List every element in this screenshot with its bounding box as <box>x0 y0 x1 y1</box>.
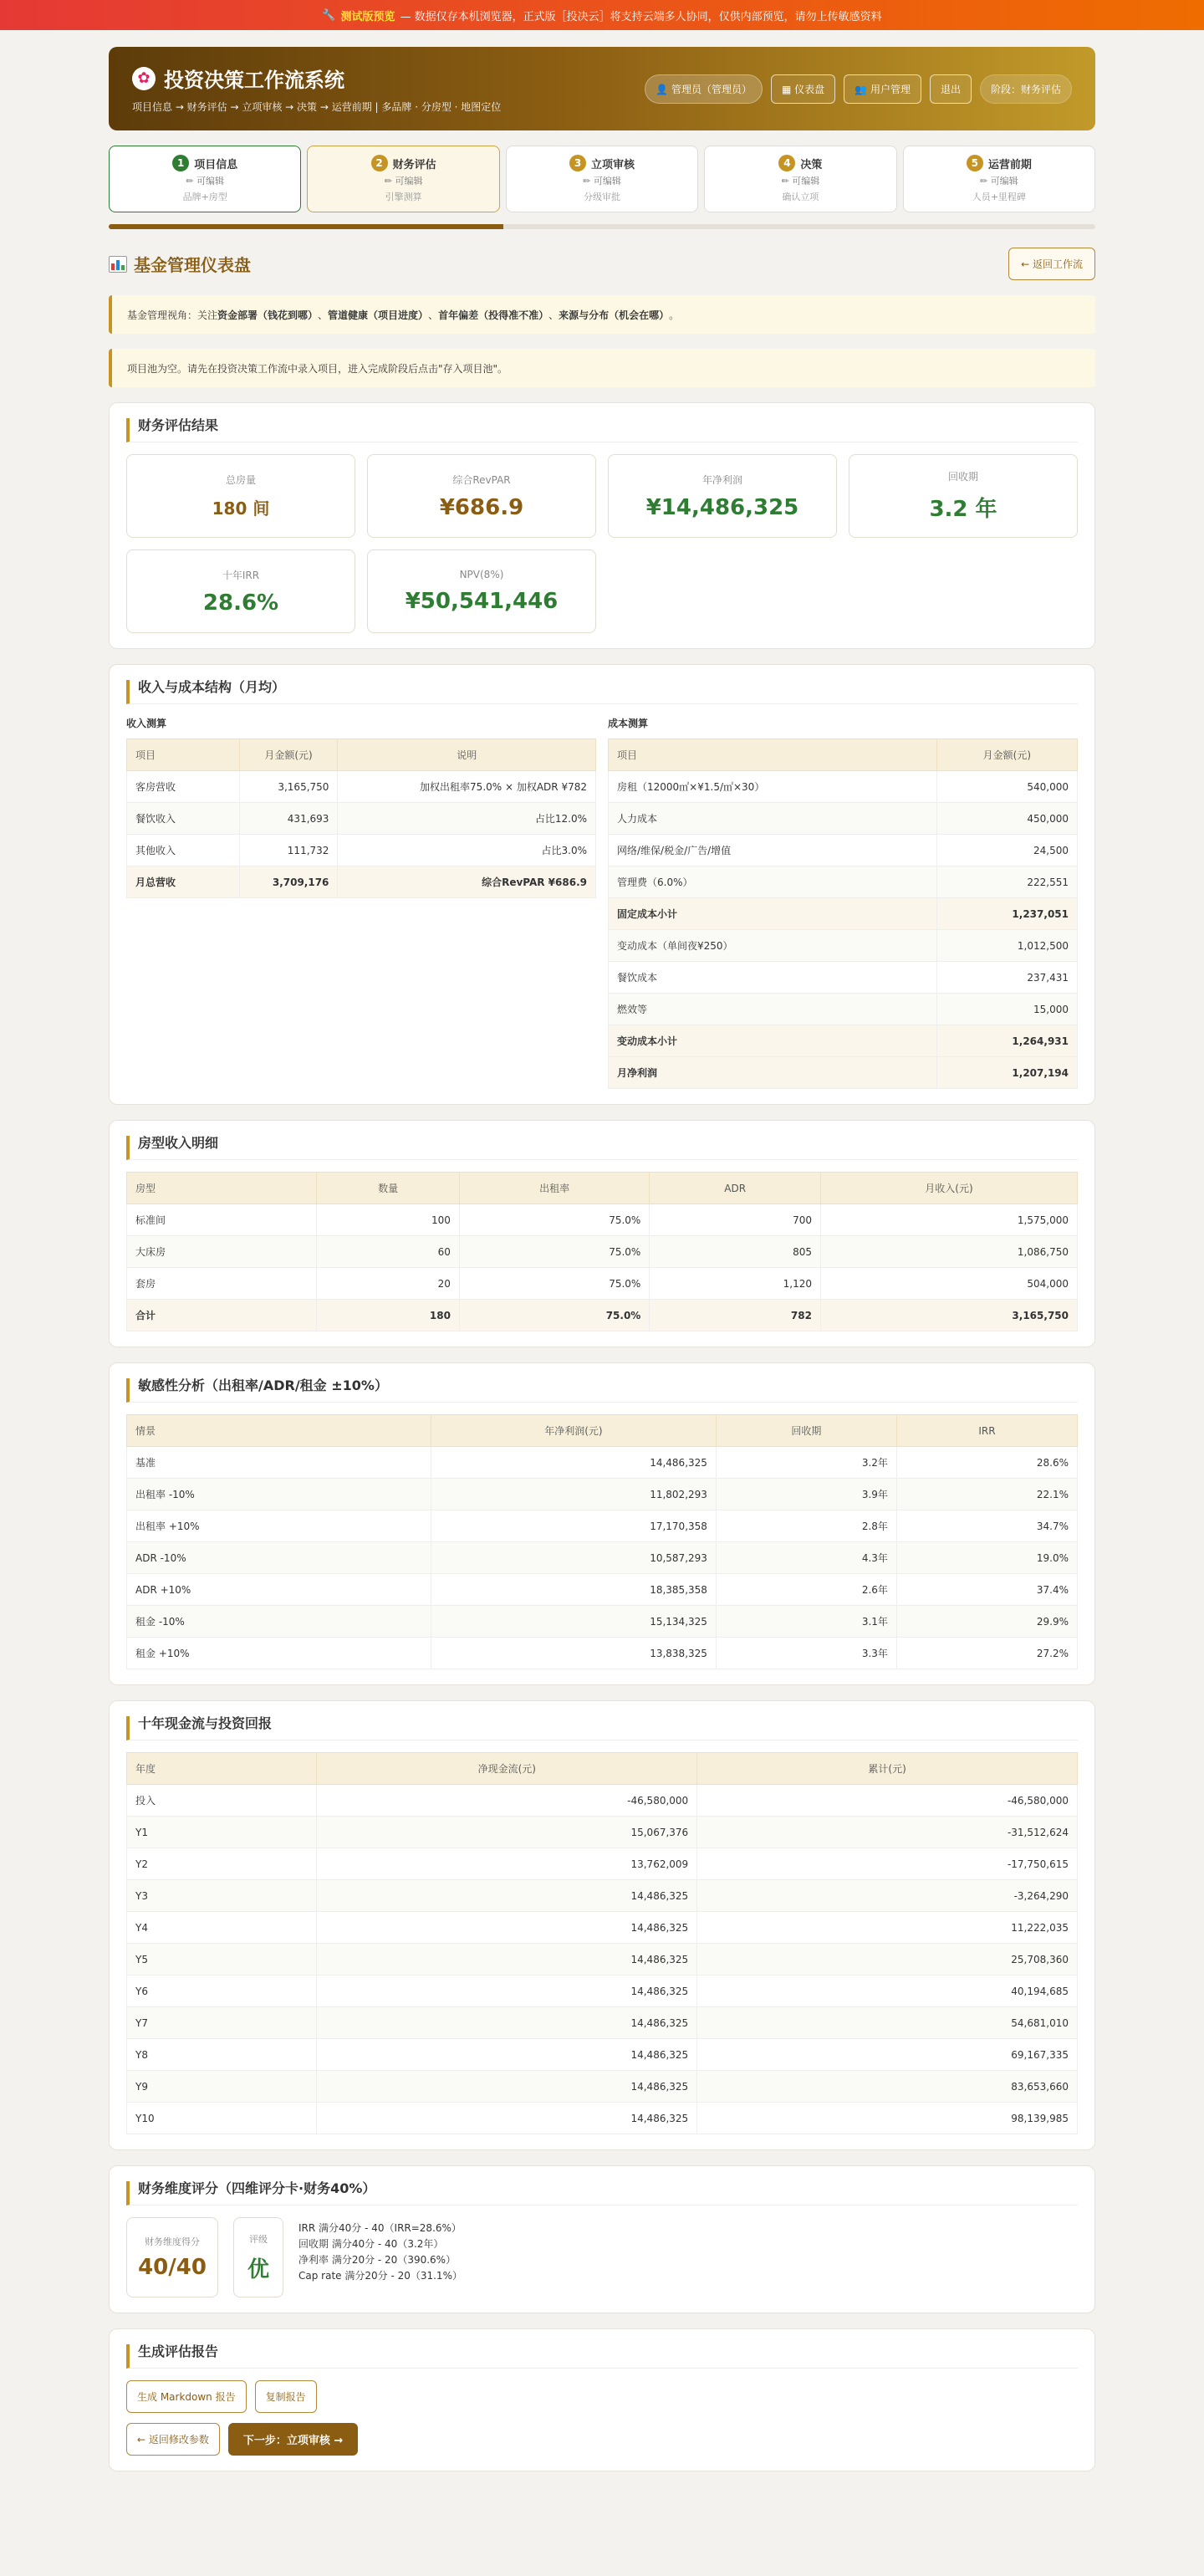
table-row <box>609 1057 1078 1089</box>
table-cell: 加权出租率75.0% × 加权ADR ¥782 <box>338 771 596 803</box>
notice-suffix: 。 <box>669 309 680 321</box>
table-cell: 14,486,325 <box>317 1880 697 1912</box>
table-cell: 1,264,931 <box>936 1025 1077 1057</box>
column-header: 月收入(元) <box>820 1173 1077 1204</box>
table-cell: 29.9% <box>896 1606 1077 1638</box>
workflow-step-1[interactable] <box>109 146 301 212</box>
bar-chart-icon <box>109 256 127 273</box>
notice-focus-deployment: 资金部署（钱花到哪） <box>217 309 319 321</box>
table-row <box>127 1975 1078 2007</box>
finance-score-card <box>126 2217 218 2297</box>
section-title: 财务维度评分（四维评分卡·财务40%） <box>126 2181 1078 2205</box>
table-cell: 基准 <box>127 1447 431 1479</box>
table-row <box>127 2039 1078 2071</box>
table-row <box>127 835 596 866</box>
step-number: 1 <box>172 155 189 171</box>
table-cell: 租金 +10% <box>127 1638 431 1669</box>
table-cell: 出租率 -10% <box>127 1479 431 1510</box>
table-cell: 75.0% <box>459 1236 649 1268</box>
table-row <box>609 835 1078 866</box>
table-cell: 805 <box>650 1236 821 1268</box>
table-cell: 14,486,325 <box>317 2039 697 2071</box>
column-header: 情景 <box>127 1415 431 1447</box>
table-row <box>127 1848 1078 1880</box>
step-number: 4 <box>778 155 795 171</box>
table-cell: 180 <box>317 1300 460 1331</box>
table-cell: 20 <box>317 1268 460 1300</box>
workflow-progress-bar <box>109 224 1095 229</box>
table-cell: Y8 <box>127 2039 317 2071</box>
table-cell: 10,587,293 <box>431 1542 716 1574</box>
revenue-cost-panel <box>109 664 1095 1105</box>
table-cell: Y10 <box>127 2103 317 2134</box>
table-cell: 27.2% <box>896 1638 1077 1669</box>
table-cell: 28.6% <box>896 1447 1077 1479</box>
table-cell: 15,000 <box>936 994 1077 1025</box>
column-header: 项目 <box>609 739 937 771</box>
table-cell: 管理费（6.0%） <box>609 866 937 898</box>
score-value: 40/40 <box>138 2255 207 2280</box>
metric-card <box>126 549 355 633</box>
table-cell: 月净利润 <box>609 1057 937 1089</box>
step-desc: 人员+里程碑 <box>972 192 1026 202</box>
table-row <box>127 771 596 803</box>
table-cell: 13,762,009 <box>317 1848 697 1880</box>
section-title: 房型收入明细 <box>126 1136 1078 1160</box>
table-cell: 75.0% <box>459 1300 649 1331</box>
table-row <box>609 1025 1078 1057</box>
table-cell: 3,165,750 <box>239 771 338 803</box>
table-cell: 房租（12000㎡×¥1.5/㎡×30） <box>609 771 937 803</box>
table-cell: 1,575,000 <box>820 1204 1077 1236</box>
notice-focus-source: 来源与分布（机会在哪） <box>559 309 670 321</box>
table-cell: Y5 <box>127 1944 317 1975</box>
table-cell: 15,134,325 <box>431 1606 716 1638</box>
column-header: 房型 <box>127 1173 317 1204</box>
table-cell: 37.4% <box>896 1574 1077 1606</box>
table-cell: 19.0% <box>896 1542 1077 1574</box>
table-cell: 3,165,750 <box>820 1300 1077 1331</box>
sensitivity-panel <box>109 1362 1095 1685</box>
revenue-subtitle: 收入测算 <box>126 718 167 729</box>
table-cell: 13,838,325 <box>431 1638 716 1669</box>
metric-value: 3.2 年 <box>929 497 997 522</box>
table-cell: 其他收入 <box>127 835 240 866</box>
table-cell: Y9 <box>127 2071 317 2103</box>
table-cell: 1,012,500 <box>936 930 1077 962</box>
revenue-table <box>126 739 596 898</box>
table-cell: 1,086,750 <box>820 1236 1077 1268</box>
step-edit-label: 可编辑 <box>593 176 621 187</box>
table-cell: 24,500 <box>936 835 1077 866</box>
metric-value: ¥14,486,325 <box>645 494 799 520</box>
workflow-progress-fill <box>109 224 503 229</box>
score-label: 财务维度得分 <box>145 2236 200 2247</box>
table-cell: 餐饮成本 <box>609 962 937 994</box>
table-cell: 83,653,660 <box>697 2071 1078 2103</box>
pencil-icon: ✏ <box>979 176 991 187</box>
table-cell: 15,067,376 <box>317 1817 697 1848</box>
notice-focus-deviation: 首年偏差（投得准不准） <box>438 309 549 321</box>
table-cell: 700 <box>650 1204 821 1236</box>
current-user-label: 管理员（管理员） <box>671 83 752 95</box>
table-cell: 3,709,176 <box>239 866 338 898</box>
empty-pool-notice: 项目池为空。请先在投资决策工作流中录入项目，进入完成阶段后点击"存入项目池"。 <box>109 349 1095 387</box>
column-header: 出租率 <box>459 1173 649 1204</box>
table-row <box>127 2071 1078 2103</box>
table-cell: -46,580,000 <box>697 1785 1078 1817</box>
room-revenue-panel <box>109 1120 1095 1347</box>
workflow-step-3[interactable] <box>506 146 698 212</box>
section-title: 财务评估结果 <box>126 418 1078 442</box>
next-step-button[interactable]: 下一步：立项审核 → <box>228 2423 358 2456</box>
step-edit-label: 可编辑 <box>990 176 1018 187</box>
section-title: 敏感性分析（出租率/ADR/租金 ±10%） <box>126 1378 1078 1403</box>
cashflow-panel <box>109 1700 1095 2150</box>
table-cell: Y3 <box>127 1880 317 1912</box>
table-cell: ADR -10% <box>127 1542 431 1574</box>
table-cell: 222,551 <box>936 866 1077 898</box>
table-cell: 11,802,293 <box>431 1479 716 1510</box>
table-row <box>127 2103 1078 2134</box>
table-cell: 11,222,035 <box>697 1912 1078 1944</box>
score-line: IRR 满分40分 - 40（IRR=28.6%） <box>298 2222 462 2234</box>
table-cell: 固定成本小计 <box>609 898 937 930</box>
table-cell: 餐饮收入 <box>127 803 240 835</box>
table-cell: 504,000 <box>820 1268 1077 1300</box>
app-title <box>132 64 501 93</box>
grade-label: 评级 <box>249 2233 268 2245</box>
cost-table <box>608 739 1078 1089</box>
pencil-icon: ✏ <box>583 176 594 187</box>
table-cell: Y4 <box>127 1912 317 1944</box>
table-row <box>127 1785 1078 1817</box>
table-cell: 14,486,325 <box>317 1912 697 1944</box>
table-cell: Y1 <box>127 1817 317 1848</box>
table-row <box>127 1542 1078 1574</box>
step-edit-status <box>583 174 621 187</box>
metric-label: 综合RevPAR <box>452 473 511 486</box>
table-cell: 变动成本小计 <box>609 1025 937 1057</box>
table-cell: 占比3.0% <box>338 835 596 866</box>
metric-value: 180 间 <box>212 498 270 519</box>
step-title <box>172 155 237 171</box>
column-header: ADR <box>650 1173 821 1204</box>
column-header: 回收期 <box>716 1415 896 1447</box>
metric-card <box>126 454 355 538</box>
table-cell: 网络/维保/税金/广告/增值 <box>609 835 937 866</box>
table-cell: 25,708,360 <box>697 1944 1078 1975</box>
table-cell: 14,486,325 <box>317 1944 697 1975</box>
table-cell: -3,264,290 <box>697 1880 1078 1912</box>
table-cell: 14,486,325 <box>317 2007 697 2039</box>
table-row <box>127 1447 1078 1479</box>
step-number: 3 <box>569 155 586 171</box>
column-header: 月金额(元) <box>936 739 1077 771</box>
table-cell: 100 <box>317 1204 460 1236</box>
chart-icon: ▦ <box>781 83 792 95</box>
step-edit-label: 可编辑 <box>196 176 225 187</box>
metric-card <box>849 454 1078 538</box>
table-cell: 2.8年 <box>716 1510 896 1542</box>
copy-report-button[interactable]: 复制报告 <box>255 2380 317 2413</box>
table-cell: 782 <box>650 1300 821 1331</box>
fund-perspective-notice <box>109 295 1095 334</box>
step-title <box>778 155 822 171</box>
table-cell: 54,681,010 <box>697 2007 1078 2039</box>
step-desc: 分级审批 <box>584 192 621 202</box>
user-management-label: 用户管理 <box>870 83 911 95</box>
sensitivity-table <box>126 1414 1078 1669</box>
metric-label: 十年IRR <box>222 569 260 581</box>
room-table <box>126 1172 1078 1331</box>
table-row <box>127 1510 1078 1542</box>
step-number: 5 <box>967 155 983 171</box>
table-cell: 3.1年 <box>716 1606 896 1638</box>
table-cell: 60 <box>317 1236 460 1268</box>
table-row <box>127 1606 1078 1638</box>
workflow-steps <box>109 146 1095 212</box>
table-row <box>127 1300 1078 1331</box>
dashboard-label: 仪表盘 <box>794 83 825 95</box>
step-number: 2 <box>371 155 388 171</box>
table-cell: ADR +10% <box>127 1574 431 1606</box>
column-header: 累计(元) <box>697 1753 1078 1785</box>
table-cell: 客房营收 <box>127 771 240 803</box>
table-cell: 1,120 <box>650 1268 821 1300</box>
section-title: 十年现金流与投资回报 <box>126 1716 1078 1740</box>
step-edit-label: 可编辑 <box>792 176 820 187</box>
wrench-icon: 🔧 <box>322 8 336 22</box>
user-icon: 👤 <box>656 83 669 95</box>
back-edit-params-button[interactable]: ← 返回修改参数 <box>126 2423 220 2456</box>
table-cell: 3.3年 <box>716 1638 896 1669</box>
pencil-icon: ✏ <box>186 176 197 187</box>
table-cell: 租金 -10% <box>127 1606 431 1638</box>
step-desc: 引擎测算 <box>385 192 422 202</box>
step-title-text: 决策 <box>800 158 823 171</box>
table-cell: 变动成本（单间夜¥250） <box>609 930 937 962</box>
column-header: 年净利润(元) <box>431 1415 716 1447</box>
table-cell: 69,167,335 <box>697 2039 1078 2071</box>
step-title <box>569 155 635 171</box>
page-title-text: 基金管理仪表盘 <box>134 255 251 275</box>
table-cell: 75.0% <box>459 1268 649 1300</box>
table-row <box>127 866 596 898</box>
table-cell: 人力成本 <box>609 803 937 835</box>
logout-button[interactable]: 退出 <box>930 74 972 104</box>
table-cell: 1,207,194 <box>936 1057 1077 1089</box>
column-header: 净现金流(元) <box>317 1753 697 1785</box>
section-title: 收入与成本结构（月均） <box>126 680 1078 704</box>
stage-badge: 阶段：财务评估 <box>980 74 1072 104</box>
step-title <box>967 155 1032 171</box>
step-title-text: 立项审核 <box>591 158 635 171</box>
table-cell: 111,732 <box>239 835 338 866</box>
metric-card <box>608 454 837 538</box>
notice-sep: 、 <box>318 309 329 321</box>
column-header: 说明 <box>338 739 596 771</box>
users-icon: 👥 <box>855 83 868 95</box>
table-cell: 大床房 <box>127 1236 317 1268</box>
table-row <box>127 1574 1078 1606</box>
metric-value: ¥50,541,446 <box>405 589 559 614</box>
dashboard-button[interactable] <box>771 74 835 104</box>
step-edit-status <box>186 174 224 187</box>
cost-subtitle: 成本测算 <box>608 718 649 729</box>
step-title-text: 项目信息 <box>194 158 238 171</box>
metric-value: ¥686.9 <box>439 494 524 520</box>
table-cell: 1,237,051 <box>936 898 1077 930</box>
pencil-icon: ✏ <box>781 176 793 187</box>
table-row <box>127 1944 1078 1975</box>
table-cell: 3.9年 <box>716 1479 896 1510</box>
table-cell: 17,170,358 <box>431 1510 716 1542</box>
metric-value: 28.6% <box>202 590 279 616</box>
workflow-step-5[interactable] <box>903 146 1095 212</box>
table-cell: 3.2年 <box>716 1447 896 1479</box>
notice-sep: 、 <box>428 309 439 321</box>
table-cell: 出租率 +10% <box>127 1510 431 1542</box>
table-cell: 22.1% <box>896 1479 1077 1510</box>
table-row <box>609 803 1078 835</box>
metric-label: 回收期 <box>947 471 978 483</box>
step-title <box>371 155 436 171</box>
financial-result-panel <box>109 402 1095 649</box>
step-edit-status <box>782 174 820 187</box>
step-desc: 确认立项 <box>782 192 819 202</box>
table-cell: 占比12.0% <box>338 803 596 835</box>
step-title-text: 运营前期 <box>987 158 1032 171</box>
table-cell: 14,486,325 <box>317 1975 697 2007</box>
notice-sep: 、 <box>548 309 559 321</box>
metric-card <box>367 454 596 538</box>
workflow-step-4[interactable] <box>704 146 896 212</box>
table-row <box>609 930 1078 962</box>
table-cell: 14,486,325 <box>431 1447 716 1479</box>
table-cell: 450,000 <box>936 803 1077 835</box>
notice-focus-pipeline: 管道健康（项目进度） <box>328 309 429 321</box>
grade-value: 优 <box>247 2257 269 2282</box>
generate-markdown-button[interactable]: 生成 Markdown 报告 <box>126 2380 247 2413</box>
table-row <box>609 898 1078 930</box>
table-cell: 投入 <box>127 1785 317 1817</box>
score-panel <box>109 2165 1095 2313</box>
table-cell: 14,486,325 <box>317 2071 697 2103</box>
flower-logo-icon: ✿ <box>132 67 156 90</box>
table-cell: 98,139,985 <box>697 2103 1078 2134</box>
user-management-button[interactable] <box>844 74 921 104</box>
metric-label: NPV(8%) <box>459 569 504 580</box>
table-row <box>127 1204 1078 1236</box>
column-header: 项目 <box>127 739 240 771</box>
app-title-text: 投资决策工作流系统 <box>164 69 344 92</box>
table-cell: 月总营收 <box>127 866 240 898</box>
column-header: 年度 <box>127 1753 317 1785</box>
step-edit-status <box>980 174 1018 187</box>
table-cell: 540,000 <box>936 771 1077 803</box>
step-edit-label: 可编辑 <box>395 176 423 187</box>
notice-prefix: 基金管理视角：关注 <box>127 309 218 321</box>
test-banner <box>0 0 1204 30</box>
table-cell: 75.0% <box>459 1204 649 1236</box>
table-cell: 燃效等 <box>609 994 937 1025</box>
app-subtitle: 项目信息 → 财务评估 → 立项审核 → 决策 → 运营前期 | 多品牌 · 分房型 · 地图定位 <box>132 101 502 113</box>
table-cell: 标准间 <box>127 1204 317 1236</box>
report-panel <box>109 2328 1095 2471</box>
table-row <box>127 1817 1078 1848</box>
table-row <box>127 1236 1078 1268</box>
workflow-step-2[interactable] <box>307 146 499 212</box>
table-row <box>609 994 1078 1025</box>
table-row <box>609 771 1078 803</box>
cashflow-table <box>126 1752 1078 2134</box>
app-header <box>109 47 1095 130</box>
table-cell: Y2 <box>127 1848 317 1880</box>
table-cell: 4.3年 <box>716 1542 896 1574</box>
table-row <box>609 866 1078 898</box>
page-title <box>109 252 251 276</box>
table-row <box>127 1268 1078 1300</box>
metric-label: 总房量 <box>225 474 256 486</box>
step-title-text: 财务评估 <box>392 158 436 171</box>
table-row <box>127 1479 1078 1510</box>
table-cell: -31,512,624 <box>697 1817 1078 1848</box>
score-breakdown <box>298 2217 462 2284</box>
table-row <box>127 1880 1078 1912</box>
table-cell: 431,693 <box>239 803 338 835</box>
table-cell: 40,194,685 <box>697 1975 1078 2007</box>
banner-highlight: 测试版预览 <box>340 10 395 23</box>
score-line: Cap rate 满分20分 - 20（31.1%） <box>298 2270 462 2282</box>
table-cell: 237,431 <box>936 962 1077 994</box>
step-edit-status <box>385 174 423 187</box>
table-cell: 18,385,358 <box>431 1574 716 1606</box>
metric-label: 年净利润 <box>701 473 742 486</box>
table-row <box>127 1638 1078 1669</box>
table-cell: Y6 <box>127 1975 317 2007</box>
table-cell: 14,486,325 <box>317 2103 697 2134</box>
table-row <box>127 2007 1078 2039</box>
banner-text: — 数据仅存本机浏览器，正式版［投决云］将支持云端多人协同，仅供内部预览，请勿上传敏感资料 <box>400 10 882 23</box>
table-row <box>127 1912 1078 1944</box>
table-cell: 套房 <box>127 1268 317 1300</box>
table-row <box>609 962 1078 994</box>
table-cell: 34.7% <box>896 1510 1077 1542</box>
table-cell: 综合RevPAR ¥686.9 <box>338 866 596 898</box>
table-row <box>127 803 596 835</box>
section-title: 生成评估报告 <box>126 2344 1078 2369</box>
grade-card <box>233 2217 283 2297</box>
table-cell: 2.6年 <box>716 1574 896 1606</box>
step-desc: 品牌+房型 <box>182 192 227 202</box>
score-line: 回收期 满分40分 - 40（3.2年） <box>298 2238 444 2250</box>
metric-card <box>367 549 596 633</box>
table-cell: Y7 <box>127 2007 317 2039</box>
table-cell: -46,580,000 <box>317 1785 697 1817</box>
column-header: 月金额(元) <box>239 739 338 771</box>
score-line: 净利率 满分20分 - 20（390.6%） <box>298 2254 457 2266</box>
current-user-badge <box>645 74 763 104</box>
pencil-icon: ✏ <box>384 176 395 187</box>
column-header: IRR <box>896 1415 1077 1447</box>
back-to-workflow-button[interactable]: ← 返回工作流 <box>1008 248 1095 280</box>
column-header: 数量 <box>317 1173 460 1204</box>
table-cell: -17,750,615 <box>697 1848 1078 1880</box>
table-cell: 合计 <box>127 1300 317 1331</box>
